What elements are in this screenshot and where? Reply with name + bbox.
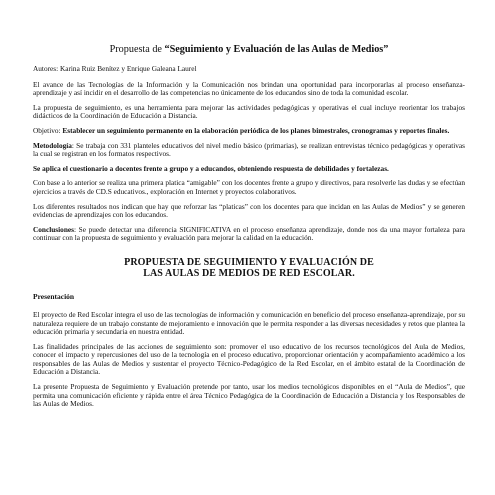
paragraph-finalidades: Las finalidades principales de las acciones de seguimiento son: promover el uso educativo de los recursos tecnológicos del Aula de Medios, conocer el impacto y repercusiones del uso de la tecnología en el proceso educativo, proporcionar orientación y acompañamiento académico a los responsables de las Aulas de Medios y sustentar el proyecto Técnico-Pedagógico de la Red Escolar, en el ámbito estatal de la Coordinación de Educación a Distancia. xyxy=(33,341,465,377)
objective-text: Establecer un seguimiento permanente en la elaboración periódica de los planes bimestrales, cronogramas y reportes finales. xyxy=(62,125,450,135)
conclusions-label: Conclusiones xyxy=(33,224,74,234)
methodology-text: : Se trabaja con 331 planteles educativos del nivel medio básico (primarias), se realizan entrevistas técnico pedagógicas y operativas la cual se registran en los formatos respectivos. xyxy=(33,140,465,159)
authors-line: Autores: Karina Ruiz Benítez y Enrique Galeana Laurel xyxy=(33,64,197,73)
paragraph-platica: Con base a lo anterior se realiza una primera platica “amigable” con los docentes frente a grupo y directivos, para resolverle las dudas y se efectúan ejercicios a través de CD.S educativos., exploración en Internet y proyectos colaborativos. xyxy=(33,178,465,196)
conclusions-paragraph xyxy=(33,226,465,243)
paragraph-red-escolar: El proyecto de Red Escolar integra el uso de las tecnologías de información y comunicación en beneficio del proceso enseñanza-aprendizaje, por su naturaleza requiere de un trabajo constante de mejoramiento e innovación que le permita responder a las diversas necesidades y retos que plantea la educación primaria y secundaria en nuestra entidad. xyxy=(33,309,465,337)
questionnaire-paragraph: Se aplica el cuestionario a docentes frente a grupo y a educandos, obteniendo respuesta de debilidades y fortalezas. xyxy=(33,163,389,173)
conclusions-text: : Se puede detectar una diferencia SIGNIFICATIVA en el proceso enseñanza aprendizaje, donde nos da una mayor fortaleza para continuar con la propuesta de seguimiento y evaluación para mejorar la calidad en la educación. xyxy=(33,224,465,243)
objective-paragraph xyxy=(33,127,465,136)
methodology-label: Metodología xyxy=(33,140,72,150)
title-prefix: Propuesta de xyxy=(109,44,165,55)
methodology-paragraph xyxy=(33,142,465,159)
objective-label: Objetivo: xyxy=(33,125,61,135)
paragraph-proposal: La propuesta de seguimiento, es una herramienta para mejorar las actividades pedagógicas y operativas el cual incluye reorientar los trabajos didácticos de la Coordinación de Educación a Distancia. xyxy=(33,102,465,121)
paragraph-intro: El avance de las Tecnologías de la Información y la Comunicación nos brindan una oportunidad para incorporarlas al proceso enseñanza-aprendizaje y así incidir en el desarrollo de las competencias no únicamente de los educandos sino de toda la comunidad escolar. xyxy=(33,79,465,98)
title-bold: “Seguimiento y Evaluación de las Aulas de Medios” xyxy=(164,44,389,55)
section-title-line-2: LAS AULAS DE MEDIOS DE RED ESCOLAR. xyxy=(143,268,355,280)
paragraph-presente: La presente Propuesta de Seguimiento y Evaluación pretende por tanto, usar los medios tecnológicos disponibles en el “Aula de Medios”, que permita una comunicación eficiente y rápida entre el área Técnico Pedagógica de la Coordinación de Educación a Distancia y los Responsables de las Aulas de Medios. xyxy=(33,382,465,409)
section-title xyxy=(33,257,465,280)
paragraph-results: Los diferentes resultados nos indican que hay que reforzar las “platicas” con los docentes para que incidan en las Aulas de Medios” y se generen evidencias de aprendizajes con los educandos. xyxy=(33,201,465,220)
document-title xyxy=(33,44,465,56)
presentation-heading: Presentación xyxy=(33,291,75,301)
section-title-line-1: PROPUESTA DE SEGUIMIENTO Y EVALUACIÓN DE xyxy=(124,256,374,268)
